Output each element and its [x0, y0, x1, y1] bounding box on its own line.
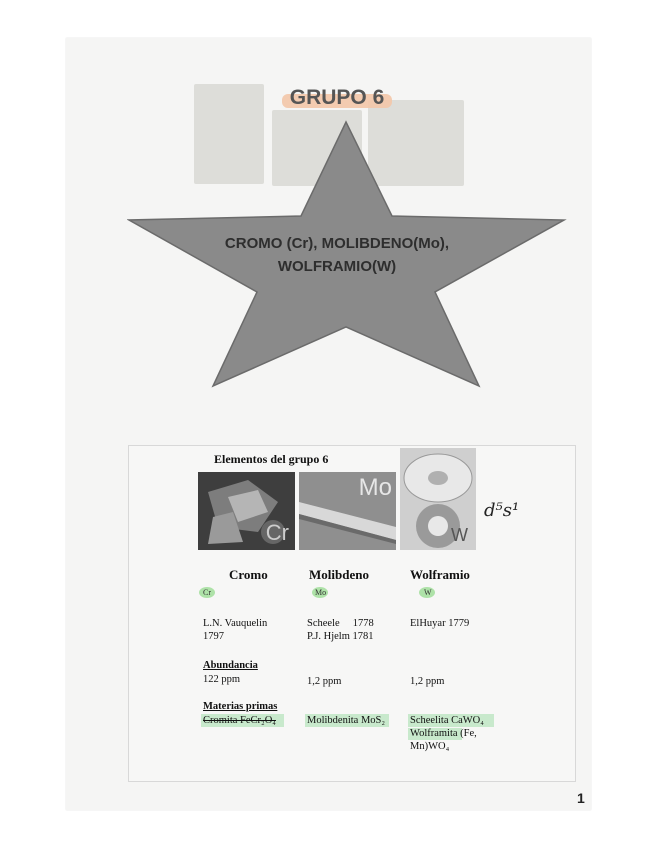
- handwritten-configuration: d⁵s¹: [484, 500, 520, 521]
- cromo-abundance: 122 ppm: [203, 674, 241, 685]
- wolframio-raw-material-line-3: Mn)WO₄: [410, 741, 450, 752]
- molibdeno-discovery-line-2: P.J. Hjelm 1781: [307, 631, 374, 642]
- wolframio-raw-material-line-2: Wolframita (Fe,: [410, 728, 477, 739]
- symbol-mo: Mo: [315, 588, 327, 597]
- page-number: 1: [577, 790, 585, 806]
- tungsten-photo: [400, 448, 476, 550]
- cromo-discovery-line-1: L.N. Vauquelin: [203, 618, 268, 629]
- card-title: Elementos del grupo 6: [214, 452, 329, 466]
- symbol-cr: Cr: [203, 588, 211, 597]
- tungsten-symbol-label: W: [451, 525, 468, 545]
- cromo-raw-material: Cromita FeCr₂O₄: [203, 715, 276, 726]
- column-header-wolframio: Wolframio: [410, 567, 470, 582]
- star-caption: [192, 232, 482, 278]
- title-block: [282, 86, 392, 114]
- cromo-discovery-line-2: 1797: [203, 631, 224, 642]
- molibdeno-raw-material: Molibdenita MoS₂: [307, 715, 386, 726]
- star-caption-line-2: WOLFRAMIO(W): [277, 258, 397, 275]
- symbol-w: W: [424, 588, 432, 597]
- column-header-molibdeno: Molibdeno: [309, 567, 369, 582]
- star-caption-line-1: CROMO (Cr), MOLIBDENO(Mo),: [224, 235, 450, 252]
- page-title: GRUPO 6: [289, 86, 385, 109]
- materials-header: Materias primas: [203, 701, 278, 712]
- molybdenum-symbol-label: Mo: [358, 474, 392, 501]
- wolframio-abundance: 1,2 ppm: [410, 676, 445, 687]
- molybdenum-photo: [299, 472, 396, 550]
- column-header-cromo: Cromo: [229, 567, 268, 582]
- chromium-photo: [198, 472, 295, 550]
- abundance-header: Abundancia: [203, 660, 258, 671]
- wolframio-raw-material: Scheelita CaWO₄: [410, 715, 484, 726]
- wolframio-discovery-line-1: ElHuyar 1779: [410, 618, 470, 629]
- molibdeno-abundance: 1,2 ppm: [307, 676, 342, 687]
- molibdeno-discovery-line-1: Scheele 1778: [307, 618, 374, 629]
- chromium-symbol-label: Cr: [265, 520, 289, 545]
